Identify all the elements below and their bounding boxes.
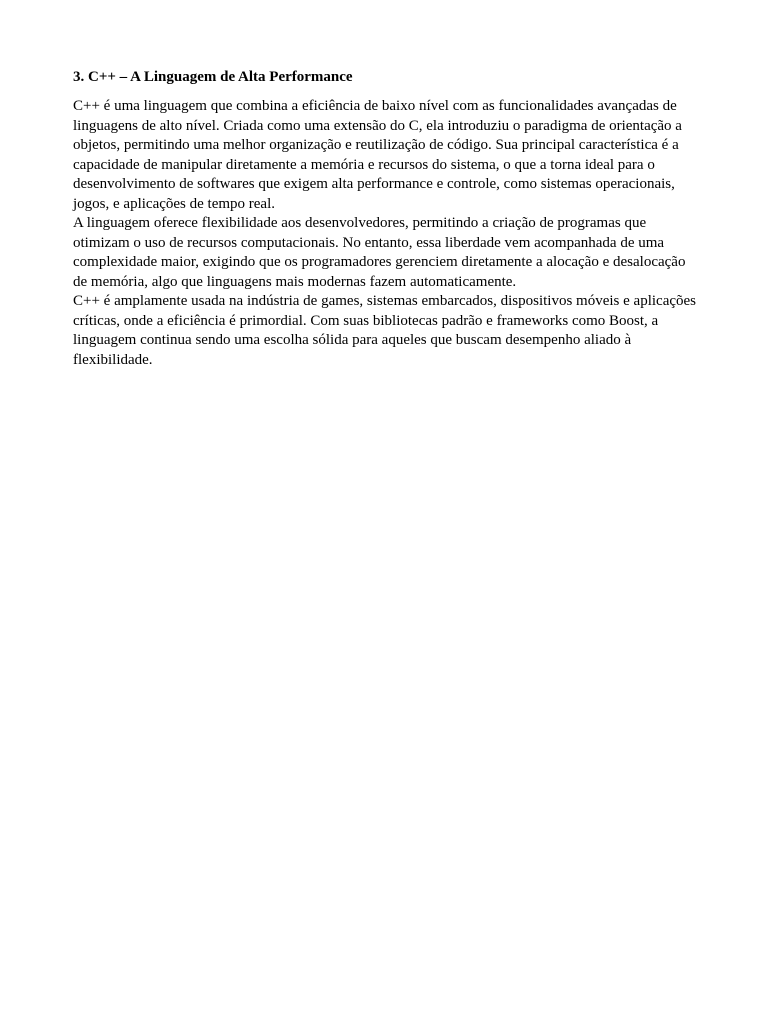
- section-heading: 3. C++ – A Linguagem de Alta Performance: [73, 69, 353, 85]
- paragraph-flexibility: A linguagem oferece flexibilidade aos desenvolvedores, permitindo a criação de programas que otimizam o uso de recursos computacionais. No entanto, essa liberdade vem acompanhada de uma complexidade maior, exigindo que os programadores gerenciem diretamente a alocação e desalocação de memória, algo que linguagens mais modernas fazem automaticamente.: [73, 215, 686, 290]
- document-page: [73, 68, 697, 370]
- paragraph-usage: C++ é amplamente usada na indústria de games, sistemas embarcados, dispositivos móveis e aplicações críticas, onde a eficiência é primordial. Com suas bibliotecas padrão e frameworks como Boost, a linguagem continua sendo uma escolha sólida para aqueles que buscam desempenho aliado à flexibilidade.: [73, 293, 697, 368]
- paragraph-intro: C++ é uma linguagem que combina a eficiência de baixo nível com as funcionalidades avançadas de linguagens de alto nível. Criada como uma extensão do C, ela introduziu o paradigma de orientação a objetos, permitindo uma melhor organização e reutilização de código. Sua principal característica é a capacidade de manipular diretamente a memória e recursos do sistema, o que a torna ideal para o desenvolvimento de softwares que exigem alta performance e controle, como sistemas operacionais, jogos, e aplicações de tempo real.: [73, 98, 682, 212]
